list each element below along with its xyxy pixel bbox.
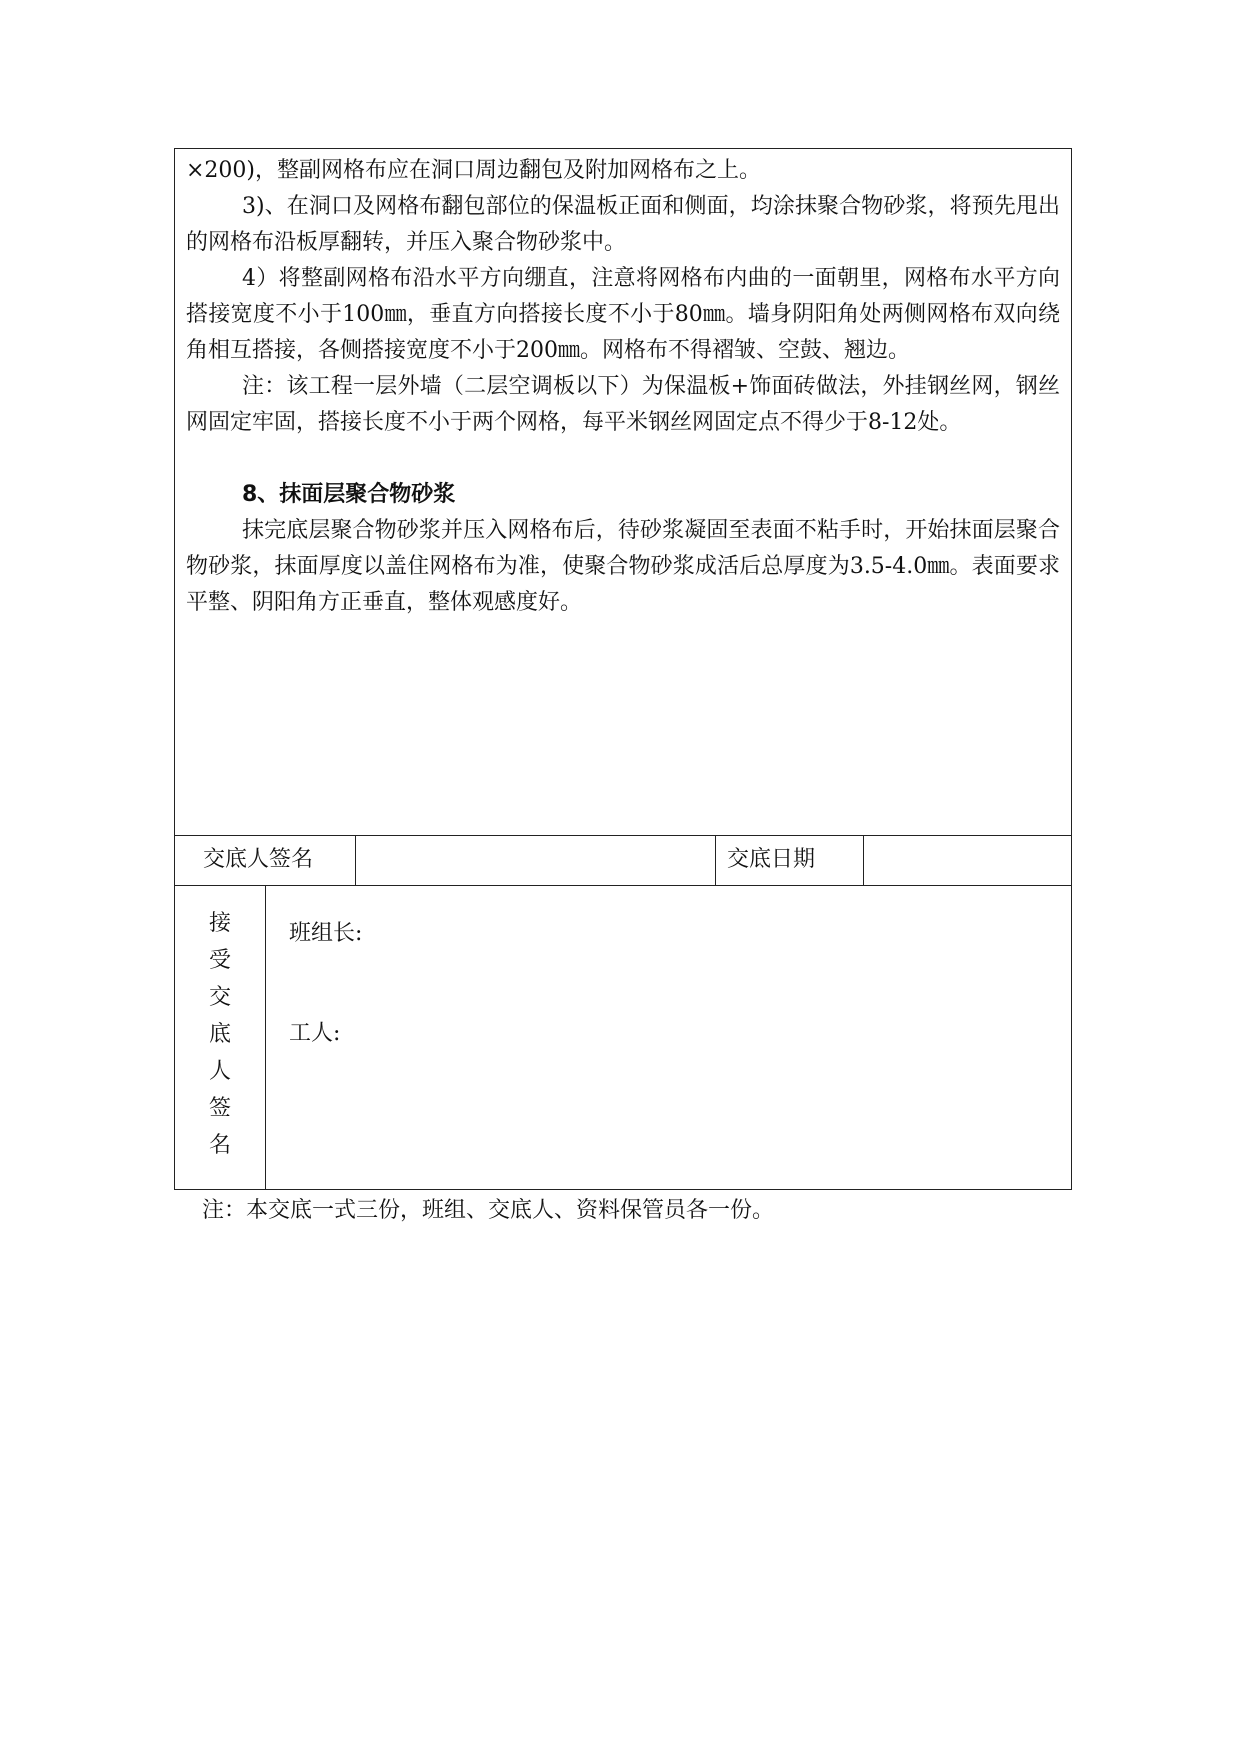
divider bbox=[175, 835, 1071, 836]
label-char: 人 bbox=[208, 1059, 231, 1084]
receiver-signature-label bbox=[175, 905, 265, 1164]
paragraph-note-steel-mesh: 注：该工程一层外墙（二层空调板以下）为保温板+饰面砖做法，外挂钢丝网，钢丝网固定牢固，搭接长度不小于两个网格，每平米钢丝网固定点不得少于8-12处。 bbox=[186, 374, 1060, 435]
label-char: 受 bbox=[208, 948, 231, 973]
label-char: 名 bbox=[208, 1133, 231, 1158]
disclosure-table bbox=[174, 148, 1072, 1190]
label-char: 签 bbox=[208, 1096, 231, 1121]
workers-label: 工人: bbox=[289, 1021, 341, 1046]
presenter-signature-label: 交底人签名 bbox=[203, 847, 314, 872]
divider bbox=[175, 885, 1071, 886]
label-char: 接 bbox=[208, 911, 231, 936]
section-heading: 8、抹面层聚合物砂浆 bbox=[242, 482, 456, 507]
label-char: 交 bbox=[208, 985, 231, 1010]
paragraph-opening-mortar: 3)、在洞口及网格布翻包部位的保温板正面和侧面，均涂抹聚合物砂浆，将预先甩出的网格布沿板厚翻转，并压入聚合物砂浆中。 bbox=[186, 194, 1060, 255]
divider bbox=[715, 835, 716, 885]
disclosure-date-label: 交底日期 bbox=[727, 847, 816, 872]
team-leader-label: 班组长: bbox=[289, 921, 363, 946]
footer-note: 注：本交底一式三份，班组、交底人、资料保管员各一份。 bbox=[202, 1198, 775, 1223]
divider bbox=[265, 885, 266, 1189]
label-char: 底 bbox=[208, 1022, 231, 1047]
content-cell bbox=[175, 149, 1071, 835]
paragraph-grid-cloth-wrap: ×200)，整副网格布应在洞口周边翻包及附加网格布之上。 bbox=[186, 158, 762, 183]
paragraph-grid-cloth-lap: 4）将整副网格布沿水平方向绷直，注意将网格布内曲的一面朝里，网格布水平方向搭接宽度不小于100㎜，垂直方向搭接长度不小于80㎜。墙身阴阳角处两侧网格布双向绕角相互搭接，各侧搭接宽度不小于200㎜。网格布不得褶皱、空鼓、翘边。 bbox=[186, 266, 1060, 363]
divider bbox=[863, 835, 864, 885]
divider bbox=[355, 835, 356, 885]
paragraph-finish-coat: 抹完底层聚合物砂浆并压入网格布后，待砂浆凝固至表面不粘手时，开始抹面层聚合物砂浆，抹面厚度以盖住网格布为准，使聚合物砂浆成活后总厚度为3.5-4.0㎜。表面要求平整、阴阳角方正垂直，整体观感度好。 bbox=[186, 518, 1060, 615]
